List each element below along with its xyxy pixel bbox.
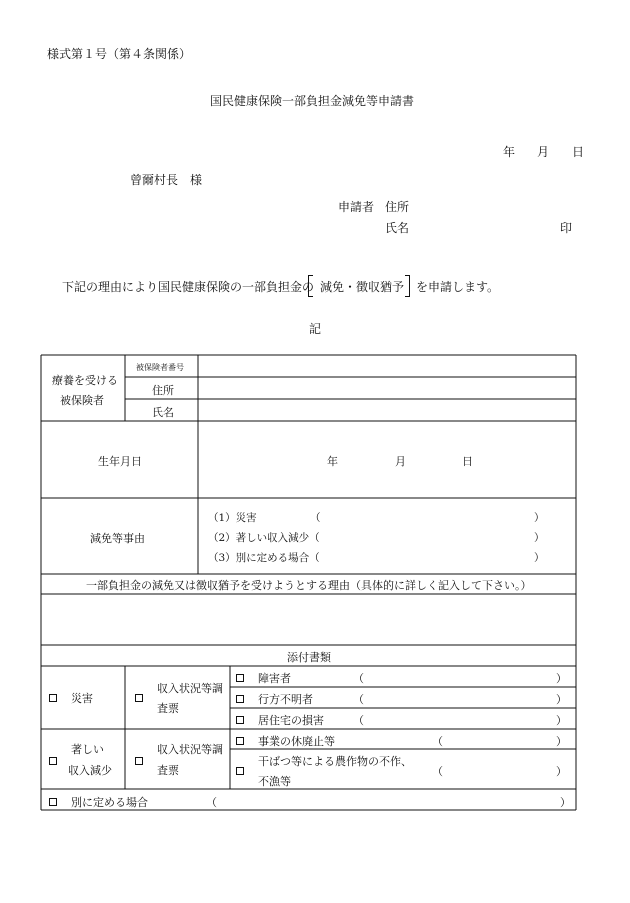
statement-option: 減免・徴収猶予 <box>320 280 405 294</box>
reason-other: （3）別に定める場合（ <box>208 552 320 564</box>
form-number: 様式第１号（第４条関係） <box>47 47 192 61</box>
income-decrease-line2: 収入減少 <box>68 764 112 777</box>
reason-income-close: ） <box>534 532 545 544</box>
detail-header: 一部負担金の減免又は徴収猶予を受けようとする理由（具体的に詳しく記入して下さい。） <box>86 579 532 592</box>
missing-checkbox[interactable] <box>236 692 244 705</box>
business-closure-checkbox[interactable] <box>236 734 244 747</box>
birth-day-label: 日 <box>462 455 473 468</box>
page-title: 国民健康保険一部負担金減免等申請書 <box>210 94 415 108</box>
disaster-income-survey-line1: 収入状況等調 <box>157 682 223 695</box>
disaster-income-checkbox[interactable] <box>135 691 143 704</box>
business-closure-open: （ <box>432 735 443 748</box>
income-survey-line2: 査票 <box>157 764 179 777</box>
residence-damage-open: （ <box>353 714 364 727</box>
missing-close: ） <box>556 693 567 706</box>
other-case-checkbox[interactable] <box>49 795 57 808</box>
residence-damage-close: ） <box>556 714 567 727</box>
income-survey-checkbox[interactable] <box>135 754 143 767</box>
seal-mark: 印 <box>560 221 573 235</box>
insured-label-line2: 被保険者 <box>60 394 104 407</box>
date-month-label: 月 <box>537 145 550 159</box>
date-day-label: 日 <box>572 145 585 159</box>
birth-month-label: 月 <box>395 455 406 468</box>
income-decrease-checkbox[interactable] <box>49 754 57 767</box>
income-survey-line1: 収入状況等調 <box>157 743 223 756</box>
address-label: 住所 <box>385 200 410 214</box>
reason-disaster-open: （ <box>310 512 321 524</box>
handicapped-close: ） <box>556 672 567 685</box>
disaster-income-survey-line2: 査票 <box>157 702 179 715</box>
applicant-label: 申請者 <box>338 200 375 214</box>
reason-disaster-close: ） <box>534 512 545 524</box>
business-closure-label: 事業の休廃止等 <box>258 735 335 748</box>
insured-address-label: 住所 <box>152 384 174 397</box>
reason-income: （2）著しい収入減少（ <box>208 532 320 544</box>
reason-disaster: （1）災害 <box>208 512 257 524</box>
residence-damage-label: 居住宅の損害 <box>258 714 324 727</box>
statement-before: 下記の理由により国民健康保険の一部負担金の <box>62 280 315 294</box>
birth-date-label: 生年月日 <box>98 455 142 468</box>
other-case-open: （ <box>206 796 217 809</box>
handicapped-label: 障害者 <box>258 672 291 685</box>
insured-label-line1: 療養を受ける <box>52 374 118 387</box>
statement-after: を申請します。 <box>416 280 500 294</box>
insured-name-label: 氏名 <box>152 406 174 419</box>
disaster-checkbox[interactable] <box>49 691 57 704</box>
attachments-header: 添付書類 <box>287 651 331 664</box>
addressee: 曾爾村長 様 <box>130 173 203 187</box>
name-label: 氏名 <box>385 221 410 235</box>
other-case-label: 別に定める場合 <box>71 796 148 809</box>
crop-failure-line1: 干ばつ等による農作物の不作、 <box>258 755 412 768</box>
other-case-close: ） <box>560 796 571 809</box>
disaster-label: 災害 <box>71 692 93 705</box>
date-year-label: 年 <box>503 145 516 159</box>
crop-failure-line2: 不漁等 <box>258 775 291 788</box>
insured-number-label: 被保険者番号 <box>136 363 184 372</box>
residence-damage-checkbox[interactable] <box>236 713 244 726</box>
crop-failure-close: ） <box>556 765 567 778</box>
birth-year-label: 年 <box>327 455 338 468</box>
income-decrease-line1: 著しい <box>71 743 104 756</box>
reason-other-close: ） <box>534 552 545 564</box>
missing-open: （ <box>353 693 364 706</box>
ki-label: 記 <box>309 322 322 336</box>
handicapped-open: （ <box>353 672 364 685</box>
business-closure-close: ） <box>556 735 567 748</box>
missing-label: 行方不明者 <box>258 693 313 706</box>
handicapped-checkbox[interactable] <box>236 671 244 684</box>
crop-failure-checkbox[interactable] <box>236 764 244 777</box>
reason-label: 減免等事由 <box>90 532 145 545</box>
crop-failure-open: （ <box>432 765 443 778</box>
